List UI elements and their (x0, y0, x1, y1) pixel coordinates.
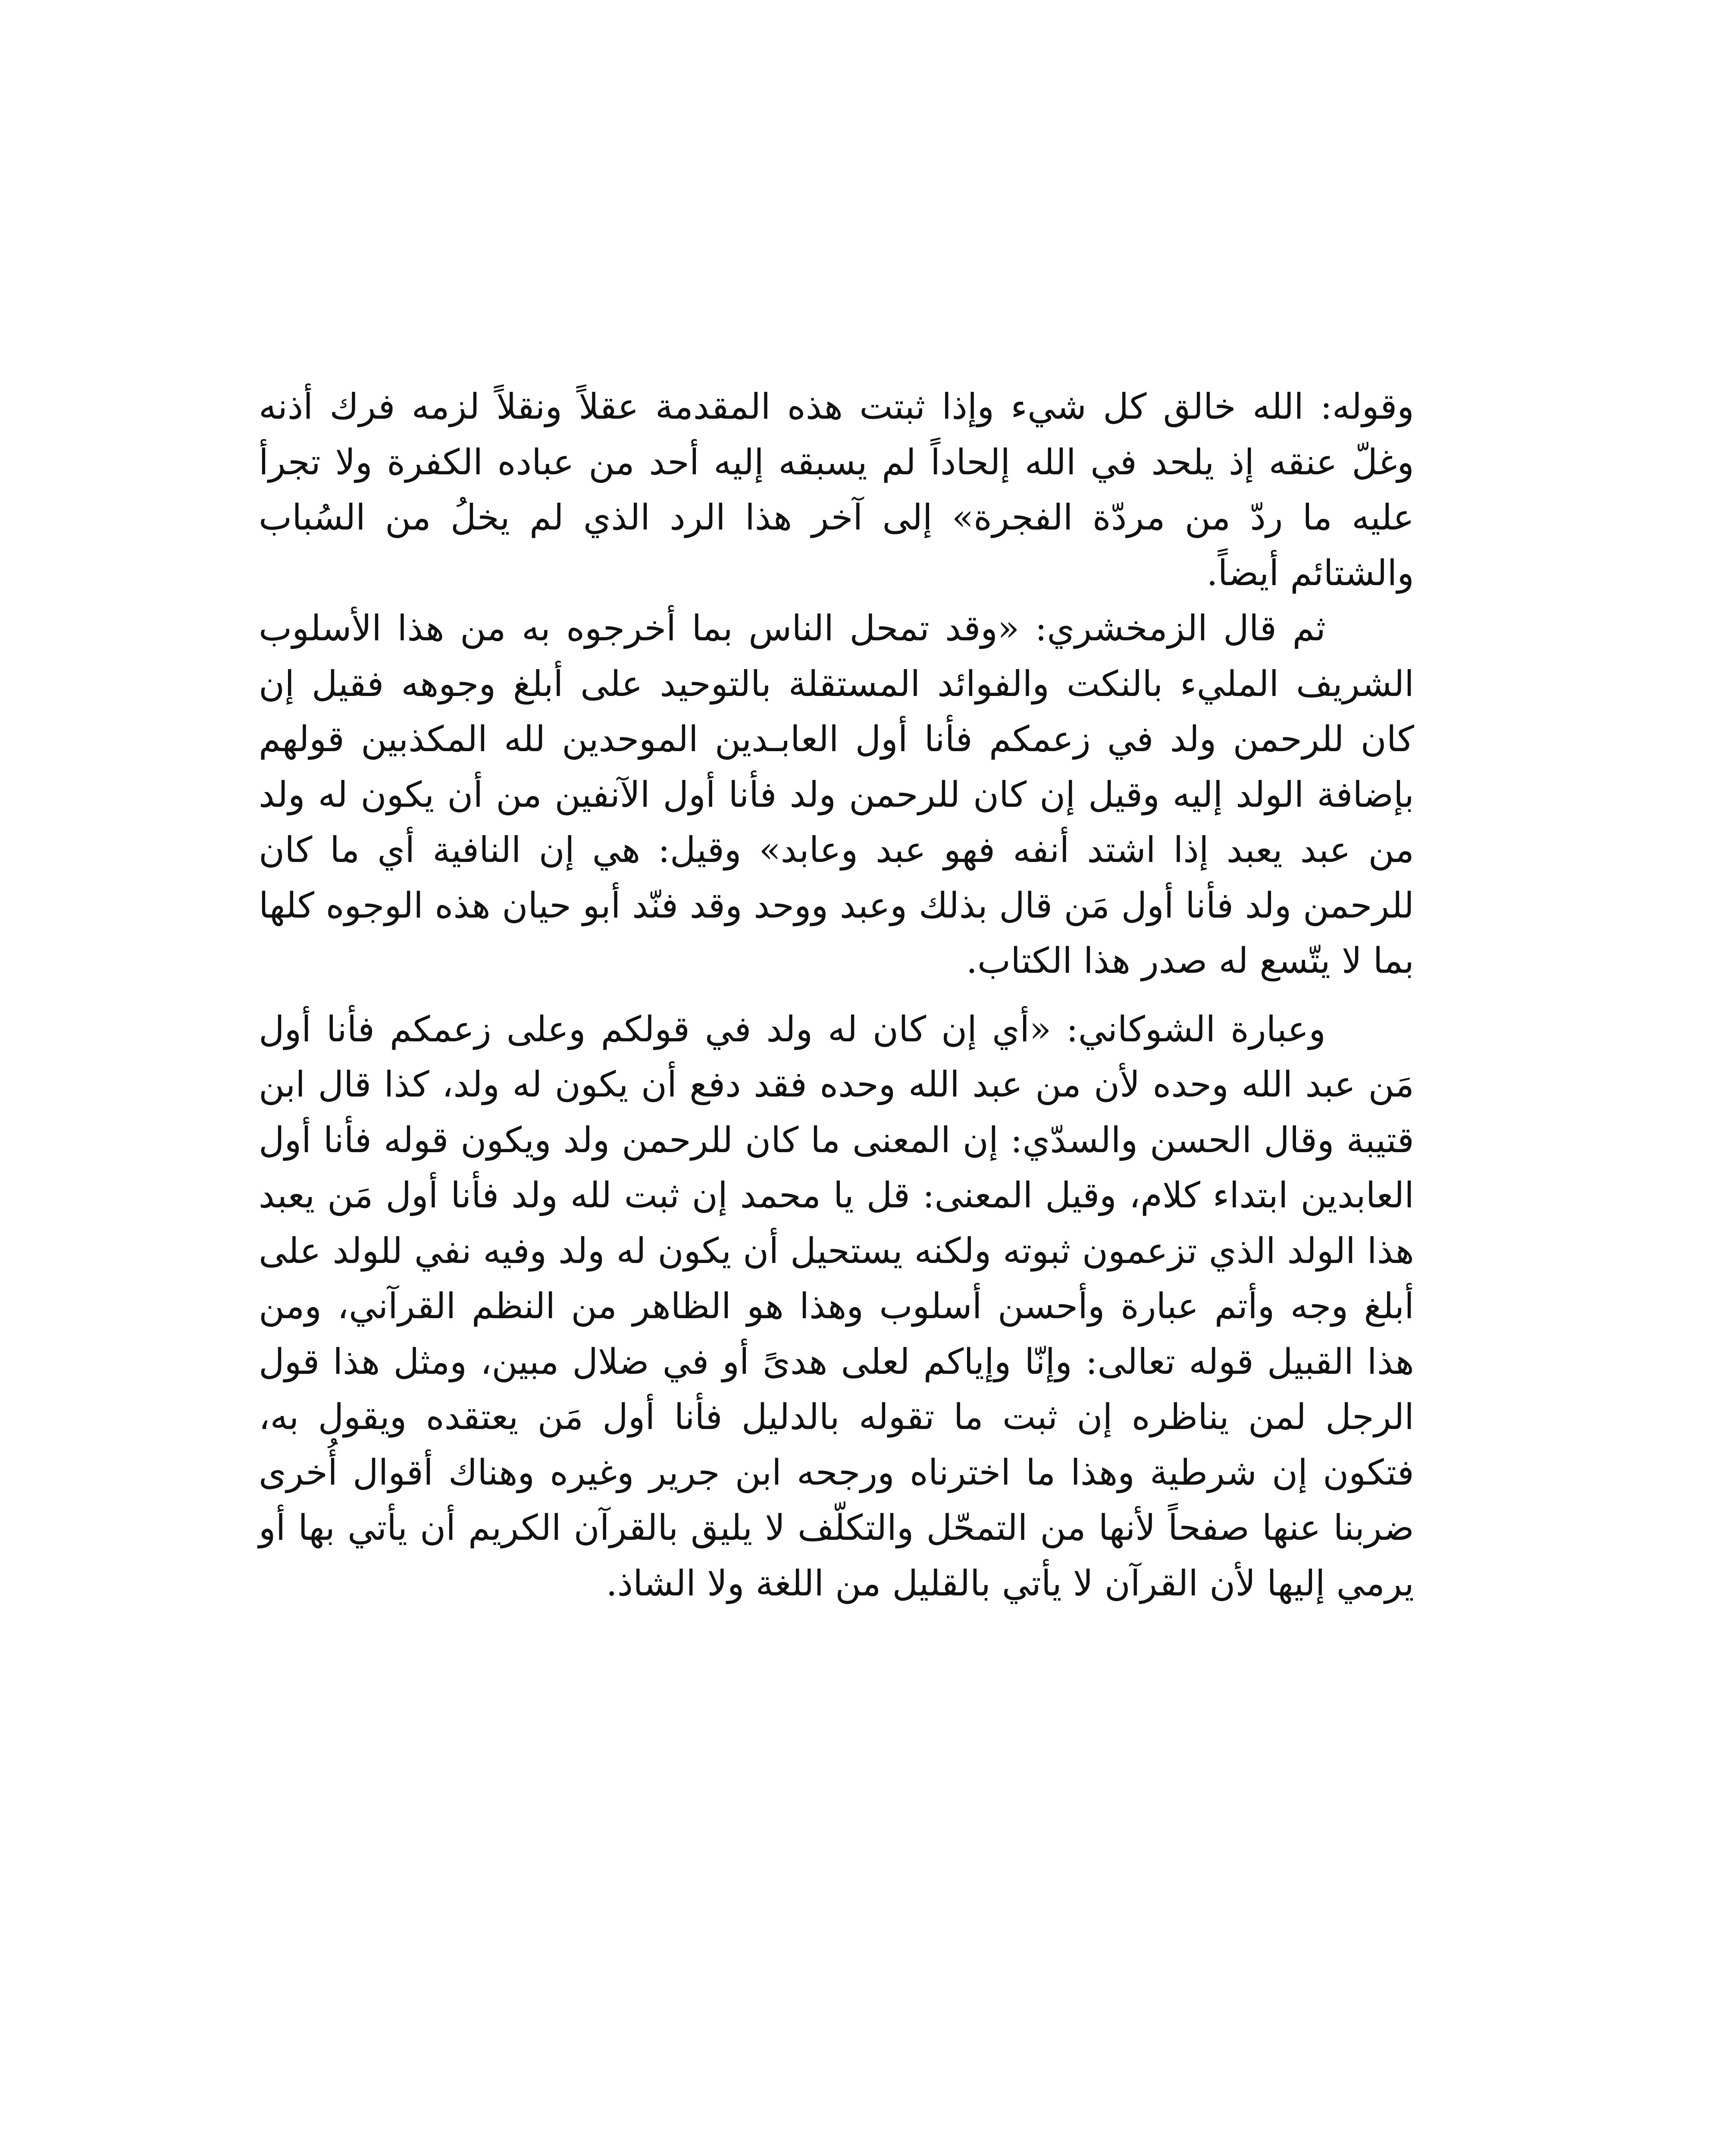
paragraph-1: وقوله: الله خالق كل شيء وإذا ثبتت هذه المقدمة عقلاً ونقلاً لزمه فرك أذنه وغلّ عنقه إذ يلحد في الله إلحاداً لم يسبقه إليه أحد من عباده الكفرة ولا تجرأ عليه ما ردّ من مردّة الفجرة» إلى آخر هذا الرد الذي لم يخلُ من السُباب والشتائم أيضاً. (259, 386, 1414, 594)
paragraph-2: ثم قال الزمخشري: «وقد تمحل الناس بما أخرجوه به من هذا الأسلوب الشريف المليء بالنكت والفوائد المستقلة بالتوحيد على أبلغ وجوهه فقيل إن كان للرحمن ولد في زعمكم فأنا أول العابـدين الموحدين لله المكذبين قولهم بإضافة الولد إليه وقيل إن كان للرحمن ولد فأنا أول الآنفين من أن يكون له ولد من عبد يعبد إذا اشتد أنفه فهو عبد وعابد» وقيل: هي إن النافية أي ما كان للرحمن ولد فأنا أول مَن قال بذلك وعبد ووحد وقد فنّد أبو حيان هذه الوجوه كلها بما لا يتّسع له صدر هذا الكتاب. (259, 608, 1414, 981)
paragraph-3: وعبارة الشوكاني: «أي إن كان له ولد في قولكم وعلى زعمكم فأنا أول مَن عبد الله وحده لأن من عبد الله وحده فقد دفع أن يكون له ولد، كذا قال ابن قتيبة وقال الحسن والسدّي: إن المعنى ما كان للرحمن ولد ويكون قوله فأنا أول العابدين ابتداء كلام، وقيل المعنى: قل يا محمد إن ثبت لله ولد فأنا أول مَن يعبد هذا الولد الذي تزعمون ثبوته ولكنه يستحيل أن يكون له ولد وفيه نفي للولد على أبلغ وجه وأتم عبارة وأحسن أسلوب وهذا هو الظاهر من النظم القرآني، ومن هذا القبيل قوله تعالى: وإنّا وإياكم لعلى هدىً أو في ضلال مبين، ومثل هذا قول الرجل لمن يناظره إن ثبت ما تقوله بالدليل فأنا أول مَن يعتقده ويقول به، فتكون إن شرطية وهذا ما اخترناه ورجحه ابن جرير وغيره وهناك أقوال أُخرى ضربنا عنها صفحاً لأنها من التمحّل والتكلّف لا يليق بالقرآن الكريم أن يأتي بها أو يرمي إليها لأن القرآن لا يأتي بالقليل من اللغة ولا الشاذ. (259, 1009, 1414, 1604)
body-text (259, 379, 1414, 1611)
